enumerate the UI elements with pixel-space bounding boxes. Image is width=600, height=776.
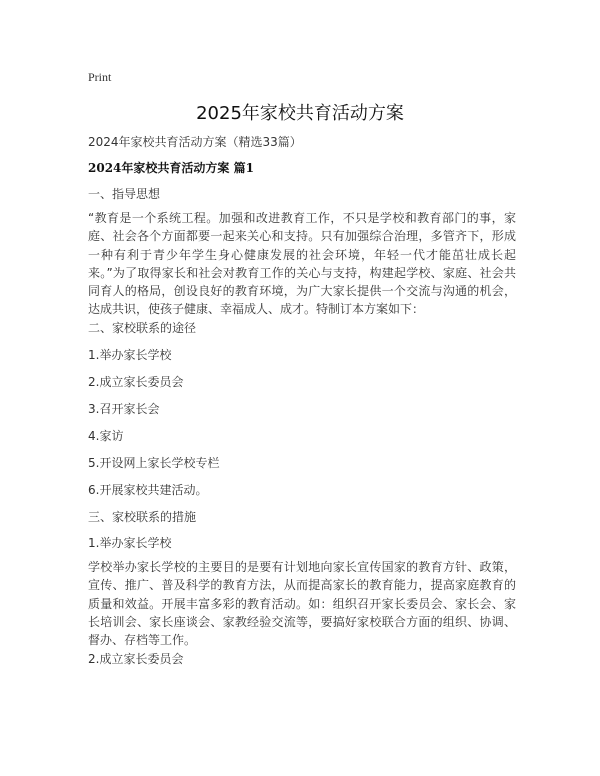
- list-item: 6.开展家校共建活动。: [88, 483, 208, 497]
- list-item: 5.开设网上家长学校专栏: [88, 456, 220, 470]
- page-title: 2025年家校共育活动方案: [196, 103, 404, 124]
- part3-sub2-heading: 2.成立家长委员会: [88, 652, 184, 666]
- part2-heading: 二、家校联系的途径: [88, 321, 197, 335]
- print-label[interactable]: Print: [88, 70, 112, 84]
- list-item: 4.家访: [88, 429, 124, 443]
- list-item: 3.召开家长会: [88, 402, 160, 416]
- part1-paragraph: “教育是一个系统工程。加强和改进教育工作，不只是学校和教育部门的事，家庭、社会各个方面都要一起来关心和支持。只有加强综合治理，多管齐下，形成一种有利于青少年学生身心健康发展的社会环境，年轻一代才能茁壮成长起来。”为了取得家长和社会对教育工作的关心与支持，构建起学校、家庭、社会共同育人的格局，创设良好的教育环境，为广大家长提供一个交流与沟通的机会，达成共识，使孩子健康、幸福成人、成才。特制订本方案如下：: [88, 211, 516, 317]
- section-heading: 2024年家校共育活动方案 篇1: [88, 161, 254, 175]
- part1-heading: 一、指导思想: [88, 187, 161, 201]
- subtitle: 2024年家校共育活动方案（精选33篇）: [88, 135, 302, 149]
- list-item: 2.成立家长委员会: [88, 375, 184, 389]
- part3-sub1-heading: 1.举办家长学校: [88, 536, 172, 550]
- list-item: 1.举办家长学校: [88, 348, 172, 362]
- part3-sub1-paragraph: 学校举办家长学校的主要目的是要有计划地向家长宣传国家的教育方针、政策，宣传、推广、普及科学的教育方法，从而提高家长的教育能力，提高家庭教育的质量和效益。开展丰富多彩的教育活动。如：组织召开家长委员会、家长会、家长培训会、家长座谈会、家教经验交流等，要搞好家校联合方面的组织、协调、督办、存档等工作。: [88, 560, 516, 648]
- part3-heading: 三、家校联系的措施: [88, 510, 197, 524]
